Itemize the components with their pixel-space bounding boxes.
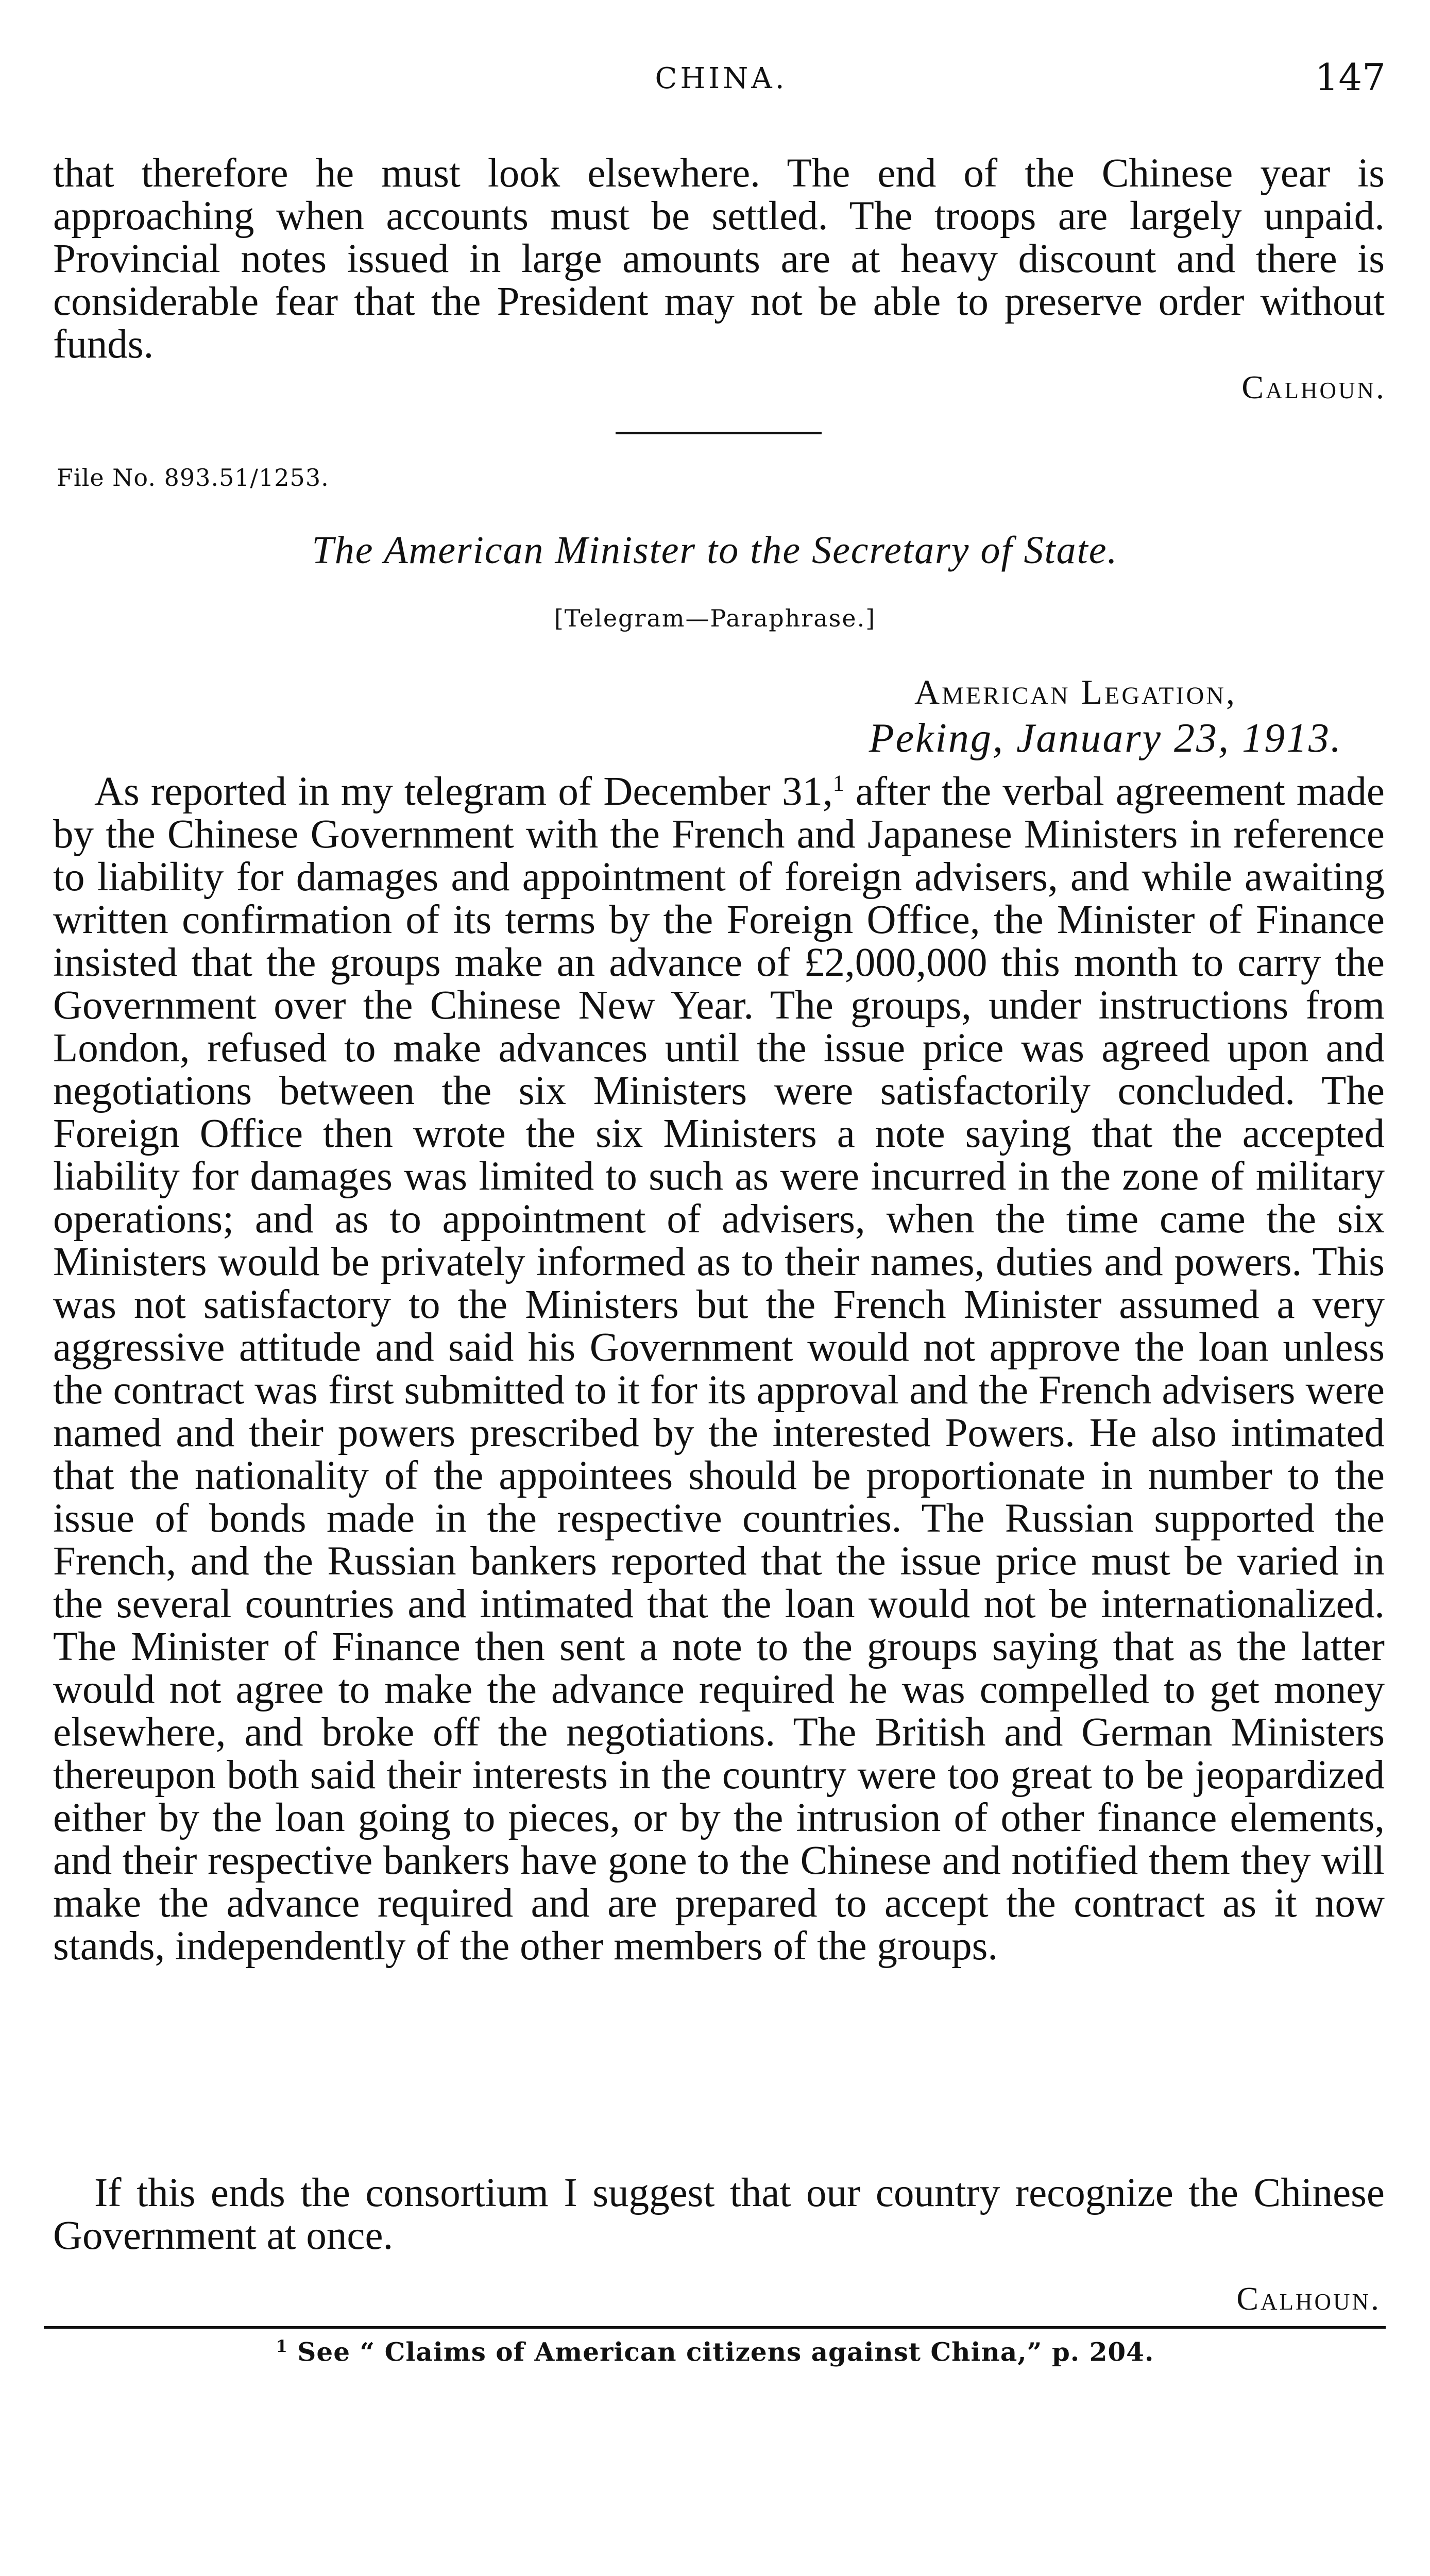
document-title: The American Minister to the Secretary of State. <box>312 529 1118 572</box>
paragraph-1-rest: after the verbal agreement made by the Chinese Government with the French and Japanese Ministers in reference to liability for damages and appointment of foreign advisers, and while awaiting written confirmation of its terms by the Foreign Office, the Minister of Finance insisted that the groups make an advance of £2,000,000 this month to carry the Government over the Chinese New Year. The groups, under instructions from London, refused to make advances until the issue price was agreed upon and negotiations between the six Ministers were satisfactorily concluded. The Foreign Office then wrote the six Ministers a note saying that the accepted liability for damages was limited to such as were incurred in the zone of military operations; and as to appointment of advisers, when the time came the six Ministers would be privately informed as to their names, duties and powers. This was not satisfactory to the Ministers but the French Minister assumed a very aggressive attitude and said his Government would not approve the loan unless the contract was first submitted to it for its approval and the French advisers were named and their powers prescribed by the interested Powers. He also intimated that the nationality of the appointees should be proportionate in number to the issue of bonds made in the respective countries. The Russian supported the French, and the Russian bankers reported that the issue price must be varied in the several countries and intimated that the loan would not be internationalized. The Minister of Finance then sent a note to the groups saying that as the latter would not agree to make the advance required he was compelled to get money elsewhere, and broke off the negotiations. The British and German Ministers thereupon both said their interests in the country were too great to be jeopardized either by the loan going to pieces, or by the intrusion of other finance elements, and their respective bankers have gone to the Chinese and notified them they will make the advance required and are prepared to accept the contract as it now stands, independently of the other members of the groups. <box>53 769 1385 1969</box>
dateline-place: American Legation, <box>914 672 1237 711</box>
continued-paragraph: that therefore he must look elsewhere. The end of the Chinese year is approaching when accounts must be settled. The troops are largely unpaid. Provincial notes issued in large amounts are at heavy discount and there is considerable fear that the President may not be able to preserve order without funds. <box>53 151 1385 367</box>
footnote-text: See “ Claims of American citizens against China,” p. 204. <box>297 2336 1154 2367</box>
paragraph-1-start: As reported in my telegram of December 31, <box>94 769 833 814</box>
telegram-paragraph-1 <box>53 770 1385 1968</box>
section-divider <box>616 432 822 434</box>
footnote-reference[interactable]: 1 <box>832 770 844 796</box>
running-title: CHINA. <box>655 62 788 95</box>
signature-calhoun-2: Calhoun. <box>1236 2280 1381 2317</box>
dateline-date: Peking, January 23, 1913. <box>869 716 1342 761</box>
file-number: File No. 893.51/1253. <box>57 464 329 492</box>
signature-calhoun-1: Calhoun. <box>1241 369 1386 405</box>
footnote <box>0 2336 1430 2367</box>
footnote-divider <box>44 2326 1386 2329</box>
page-number: 147 <box>1315 56 1386 99</box>
document-subtitle: [Telegram—Paraphrase.] <box>554 604 876 632</box>
footnote-mark: 1 <box>276 2336 288 2356</box>
telegram-paragraph-2: If this ends the consortium I suggest that our country recognize the Chinese Government at once. <box>53 2171 1385 2258</box>
